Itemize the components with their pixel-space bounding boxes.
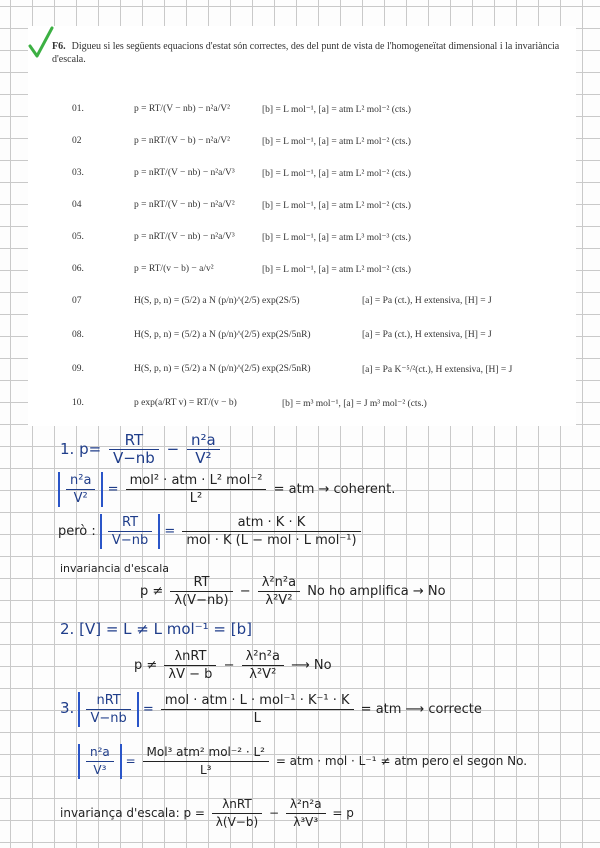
note-text: pero el segon No. <box>421 754 528 768</box>
numerator: RT <box>109 432 159 450</box>
handwritten-invariance-2: p ≠ λnRT λV − b − $\frac{\text{λ²n²a}}{\text{λ²V²}}$ ⟶ No <box>134 649 332 682</box>
result-text: = atm → coherent. <box>273 482 396 497</box>
equation-lhs: p= <box>79 440 102 458</box>
option-units: [b] = L mol⁻¹, [a] = atm L² mol⁻² (cts.) <box>262 169 411 179</box>
denominator: V−nb <box>111 533 149 548</box>
option-label: 09. <box>72 364 84 374</box>
numerator: n²a <box>187 432 220 450</box>
fraction <box>242 648 284 683</box>
fraction <box>164 648 216 683</box>
option-units: [a] = Pa (ct.), H extensiva, [H] = J <box>362 330 492 340</box>
numerator: atm · K · K <box>182 514 360 532</box>
equation-lhs: p ≠ <box>134 658 158 673</box>
handwritten-dimension-check-2: però : $\frac{RT}{V-nb}$ = atm · K · K mol · K (L − mol · L mol⁻¹) <box>58 514 364 549</box>
option-label: 02 <box>72 136 82 146</box>
exercise-statement <box>52 40 562 66</box>
numerator: n²a <box>66 472 95 490</box>
bracket-expression <box>78 692 138 727</box>
fraction <box>109 432 159 467</box>
denominator: V³ <box>93 763 107 777</box>
option-label: 03. <box>72 168 84 178</box>
fraction <box>161 692 354 727</box>
fraction <box>126 472 267 507</box>
invariance-label: invariancia d'escala <box>60 562 170 575</box>
item-number: 1. <box>60 440 75 458</box>
denominator: V² <box>73 491 88 506</box>
denominator: V² <box>195 449 212 467</box>
handwritten-dimension-check-1: $\frac{\text{n²a}}{\text{V²}}$ = mol² · atm · L² mol⁻² L² = atm → coherent. <box>58 472 395 507</box>
option-equation: p = nRT/(V − b) − n²a/V² <box>134 136 230 146</box>
option-equation: H(S, p, n) = (5/2) a N (p/n)^(2/5) exp(2S/5nR) <box>134 364 311 374</box>
option-label: 08. <box>72 330 84 340</box>
option-units: [b] = L mol⁻¹, [a] = atm L³ mol⁻³ (cts.) <box>262 233 411 243</box>
denominator: V−nb <box>90 711 127 726</box>
handwritten-dimension-check-4: $\frac{\text{n²a}}{\text{V³}}$ = Mol³ atm² mol⁻² · L² L³ = atm · mol · L⁻¹ ≠ atm pero el segon No. <box>78 744 527 779</box>
denominator: L² <box>189 491 203 506</box>
option-label: 07 <box>72 296 82 306</box>
numerator: n²a <box>86 744 114 762</box>
denominator: L³ <box>199 763 212 777</box>
option-label: 04 <box>72 200 82 210</box>
option-label: 10. <box>72 398 84 408</box>
option-equation: p = nRT/(V − nb) − n²a/V² <box>134 200 235 210</box>
fraction <box>258 574 300 609</box>
option-units: [b] = L mol⁻¹, [a] = atm L² mol⁻² (cts.) <box>262 201 411 211</box>
option-label: 01. <box>72 104 84 114</box>
option-units: [b] = m³ mol⁻¹, [a] = J m³ mol⁻² (cts.) <box>282 399 427 409</box>
exercise-text: Digueu si les següents equacions d'estat són correctes, des del punt de vista de l'homogeneïtat dimensional i la invariància d'escala. <box>52 41 560 65</box>
fraction <box>286 796 326 831</box>
option-equation: p = nRT/(V − nb) − n²a/V³ <box>134 168 235 178</box>
item-number: 2. <box>60 620 75 638</box>
denominator: λV − b <box>168 667 213 682</box>
option-label: 06. <box>72 264 84 274</box>
denominator: V−nb <box>112 449 155 467</box>
result-text: = atm ⟶ correcte <box>360 702 482 717</box>
handwritten-item-3: 3. nRT V−nb = mol · atm · L · mol⁻¹ · K⁻¹ · K L = atm ⟶ correcte <box>60 693 482 726</box>
fraction <box>108 514 152 549</box>
numerator: mol² · atm · L² mol⁻² <box>126 472 267 490</box>
denominator: λ(V−nb) <box>174 593 229 608</box>
note-text: No ho amplifica → No <box>307 584 446 599</box>
fraction <box>187 432 220 467</box>
handwritten-invariance-1: p ≠ $\frac{RT}{\lambda(V-nb)}$ − $\frac{\text{λ²n²a}}{\text{λ²V²}}$ No ho amplifica → No <box>140 575 446 608</box>
invariance-label: invariança d'escala: <box>60 806 180 820</box>
equation-lhs: p = <box>183 806 205 820</box>
item-number: 3. <box>60 699 75 717</box>
equation-lhs: p ≠ <box>140 584 164 599</box>
denominator: λ³V³ <box>293 815 319 829</box>
option-equation: H(S, p, n) = (5/2) a N (p/n)^(2/5) exp(2S/5nR) <box>134 330 311 340</box>
handwritten-item-1 <box>60 432 223 467</box>
denominator: λ²V² <box>265 593 293 608</box>
result-text: ⟶ No <box>291 658 332 673</box>
pero-label: però : <box>58 524 96 539</box>
numerator: λnRT <box>164 648 216 666</box>
fraction <box>86 744 114 779</box>
handwritten-item-2 <box>60 620 252 638</box>
dimension-statement: [V] = L ≠ L mol⁻¹ = [b] <box>79 620 252 638</box>
check-mark-icon <box>28 26 54 60</box>
numerator: λ²n²a <box>242 648 284 666</box>
handwritten-invariance-3: invariança d'escala: p = λnRT λ(V−b) − $\frac{\text{λ²n²a}}{\text{λ³V³}}$ = p <box>60 797 354 829</box>
option-units: [b] = L mol⁻¹, [a] = atm L² mol⁻² (cts.) <box>262 265 411 275</box>
numerator: λ²n²a <box>258 574 300 592</box>
fraction <box>66 472 95 507</box>
option-units: [a] = Pa (ct.), H extensiva, [H] = J <box>362 296 492 306</box>
exercise-number: F6. <box>52 41 66 52</box>
numerator: λnRT <box>212 796 262 814</box>
option-label: 05. <box>72 232 84 242</box>
denominator: mol · K (L − mol · L mol⁻¹) <box>186 533 357 548</box>
fraction <box>86 692 130 727</box>
numerator: mol · atm · L · mol⁻¹ · K⁻¹ · K <box>161 692 354 710</box>
fraction <box>212 796 262 831</box>
option-equation: p exp(a/RT v) = RT/(v − b) <box>134 398 237 408</box>
option-units: [a] = Pa K⁻⁵/²(ct.), H extensiva, [H] = J <box>362 365 513 375</box>
denominator: λ(V−b) <box>215 815 259 829</box>
option-equation: H(S, p, n) = (5/2) a N (p/n)^(2/5) exp(2S/5) <box>134 296 300 306</box>
denominator: L <box>253 711 261 726</box>
numerator: Mol³ atm² mol⁻² · L² <box>143 744 269 762</box>
bracket-expression <box>100 514 160 549</box>
numerator: RT <box>108 514 152 532</box>
fraction <box>170 574 232 609</box>
minus-sign: − <box>166 440 180 458</box>
option-equation: p = RT/(V − nb) − n²a/V² <box>134 104 230 114</box>
option-units: [b] = L mol⁻¹, [a] = atm L² mol⁻² (cts.) <box>262 137 411 147</box>
bracket-expression <box>78 744 122 779</box>
numerator: nRT <box>86 692 130 710</box>
result-text: = p <box>332 806 354 820</box>
fraction <box>143 744 269 779</box>
denominator: λ²V² <box>249 667 277 682</box>
option-units: [b] = L mol⁻¹, [a] = atm L² mol⁻² (cts.) <box>262 105 411 115</box>
option-equation: p = nRT/(V − nb) − n²a/V³ <box>134 232 235 242</box>
bracket-expression <box>58 472 103 507</box>
result-text: = atm · mol · L⁻¹ ≠ atm <box>275 754 418 768</box>
option-equation: p = RT/(v − b) − a/v² <box>134 264 214 274</box>
numerator: RT <box>170 574 232 592</box>
numerator: λ²n²a <box>286 796 326 814</box>
fraction <box>182 514 360 549</box>
